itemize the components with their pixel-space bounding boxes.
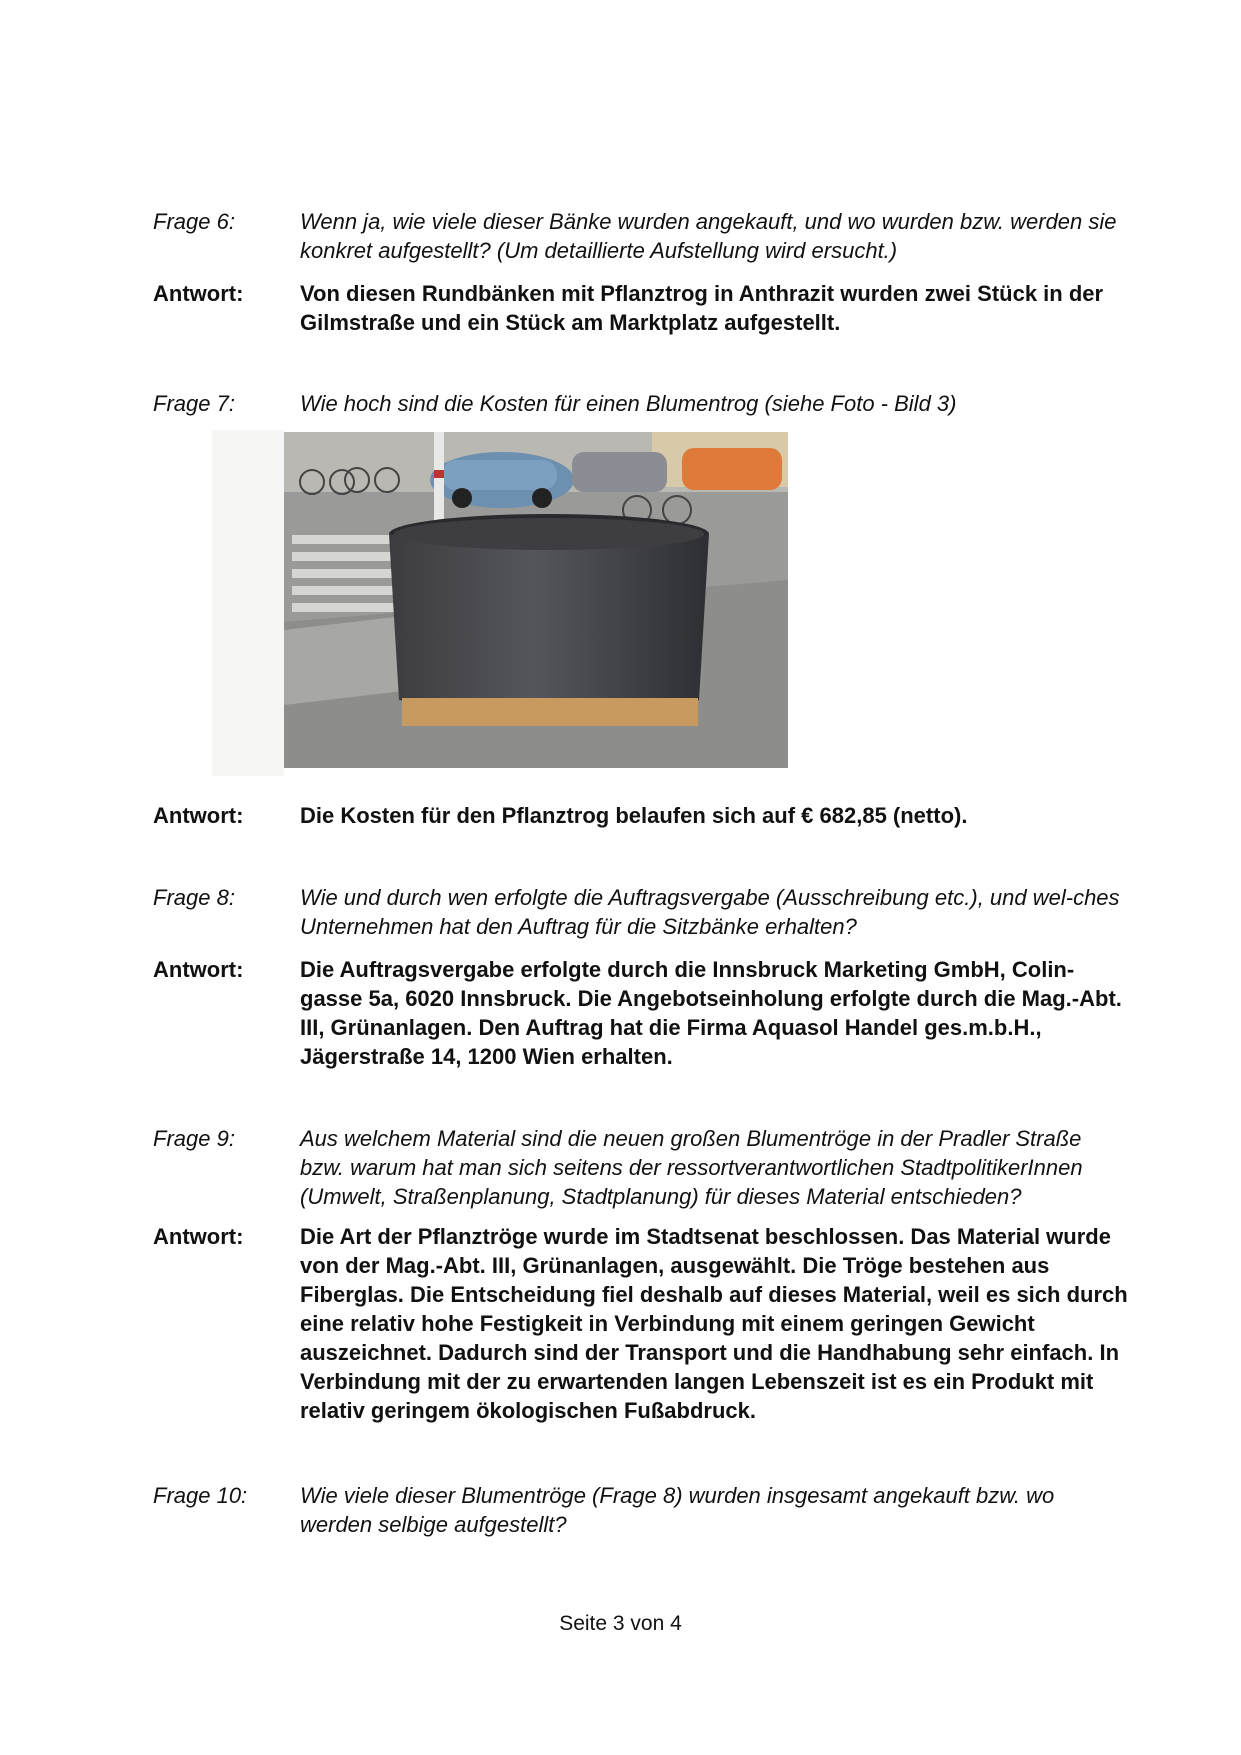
question-label: Frage 6: (153, 209, 235, 234)
answer-label: Antwort: (153, 281, 244, 306)
photo-planter (212, 430, 792, 776)
question-text: Wie viele dieser Blumentröge (Frage 8) wurden insgesamt angekauft bzw. wo werden selbige aufgestellt? (300, 1483, 1055, 1537)
question-text: Wenn ja, wie viele dieser Bänke wurden angekauft, und wo wurden bzw. werden sie konkret aufgestellt? (Um detaillierte Aufstellung wird ersucht.) (300, 209, 1117, 263)
question-label: Frage 10: (153, 1483, 248, 1508)
answer-label: Antwort: (153, 1224, 244, 1249)
answer-text: Die Kosten für den Pflanztrog belaufen sich auf € 682,85 (netto). (300, 803, 968, 828)
page-number: Seite 3 von 4 (559, 1612, 682, 1635)
question-text: Wie hoch sind die Kosten für einen Blumentrog (siehe Foto - Bild 3) (300, 391, 957, 416)
question-label: Frage 8: (153, 885, 235, 910)
answer-text: Die Art der Pflanztröge wurde im Stadtsenat beschlossen. Das Material wurde von der Mag.-Abt. III, Grünanlagen, ausgewählt. Die Tröge bestehen aus Fiberglas. Die Entscheidung fiel deshalb auf dieses Material, weil es sich durch eine relativ hohe Festigkeit in Verbindung mit einem geringen Gewicht auszeichnet. Dadurch sind der Transport und die Handhabung sehr einfach. In Verbindung mit der zu erwartenden langen Lebenszeit ist es ein Produkt mit relativ geringem ökologischen Fußabdruck. (300, 1224, 1128, 1423)
question-label: Frage 7: (153, 391, 235, 416)
question-label: Frage 9: (153, 1126, 235, 1151)
answer-label: Antwort: (153, 803, 244, 828)
answer-text: Die Auftragsvergabe erfolgte durch die Innsbruck Marketing GmbH, Colin-gasse 5a, 6020 Innsbruck. Die Angebotseinholung erfolgte durch die Mag.-Abt. III, Grünanlagen. Den Auftrag hat die Firma Aquasol Handel ges.m.b.H., Jägerstraße 14, 1200 Wien erhalten. (300, 957, 1122, 1069)
question-text: Wie und durch wen erfolgte die Auftragsvergabe (Ausschreibung etc.), und wel-ches Unternehmen hat den Auftrag für die Sitzbänke erhalten? (300, 885, 1120, 939)
answer-label: Antwort: (153, 957, 244, 982)
answer-text: Von diesen Rundbänken mit Pflanztrog in Anthrazit wurden zwei Stück in der Gilmstraße und ein Stück am Marktplatz aufgestellt. (300, 281, 1104, 335)
question-text: Aus welchem Material sind die neuen großen Blumentröge in der Pradler Straße bzw. warum hat man sich seitens der ressortverantwortlichen StadtpolitikerInnen (Umwelt, Straßenplanung, Stadtplanung) für dieses Material entschieden? (300, 1126, 1083, 1209)
